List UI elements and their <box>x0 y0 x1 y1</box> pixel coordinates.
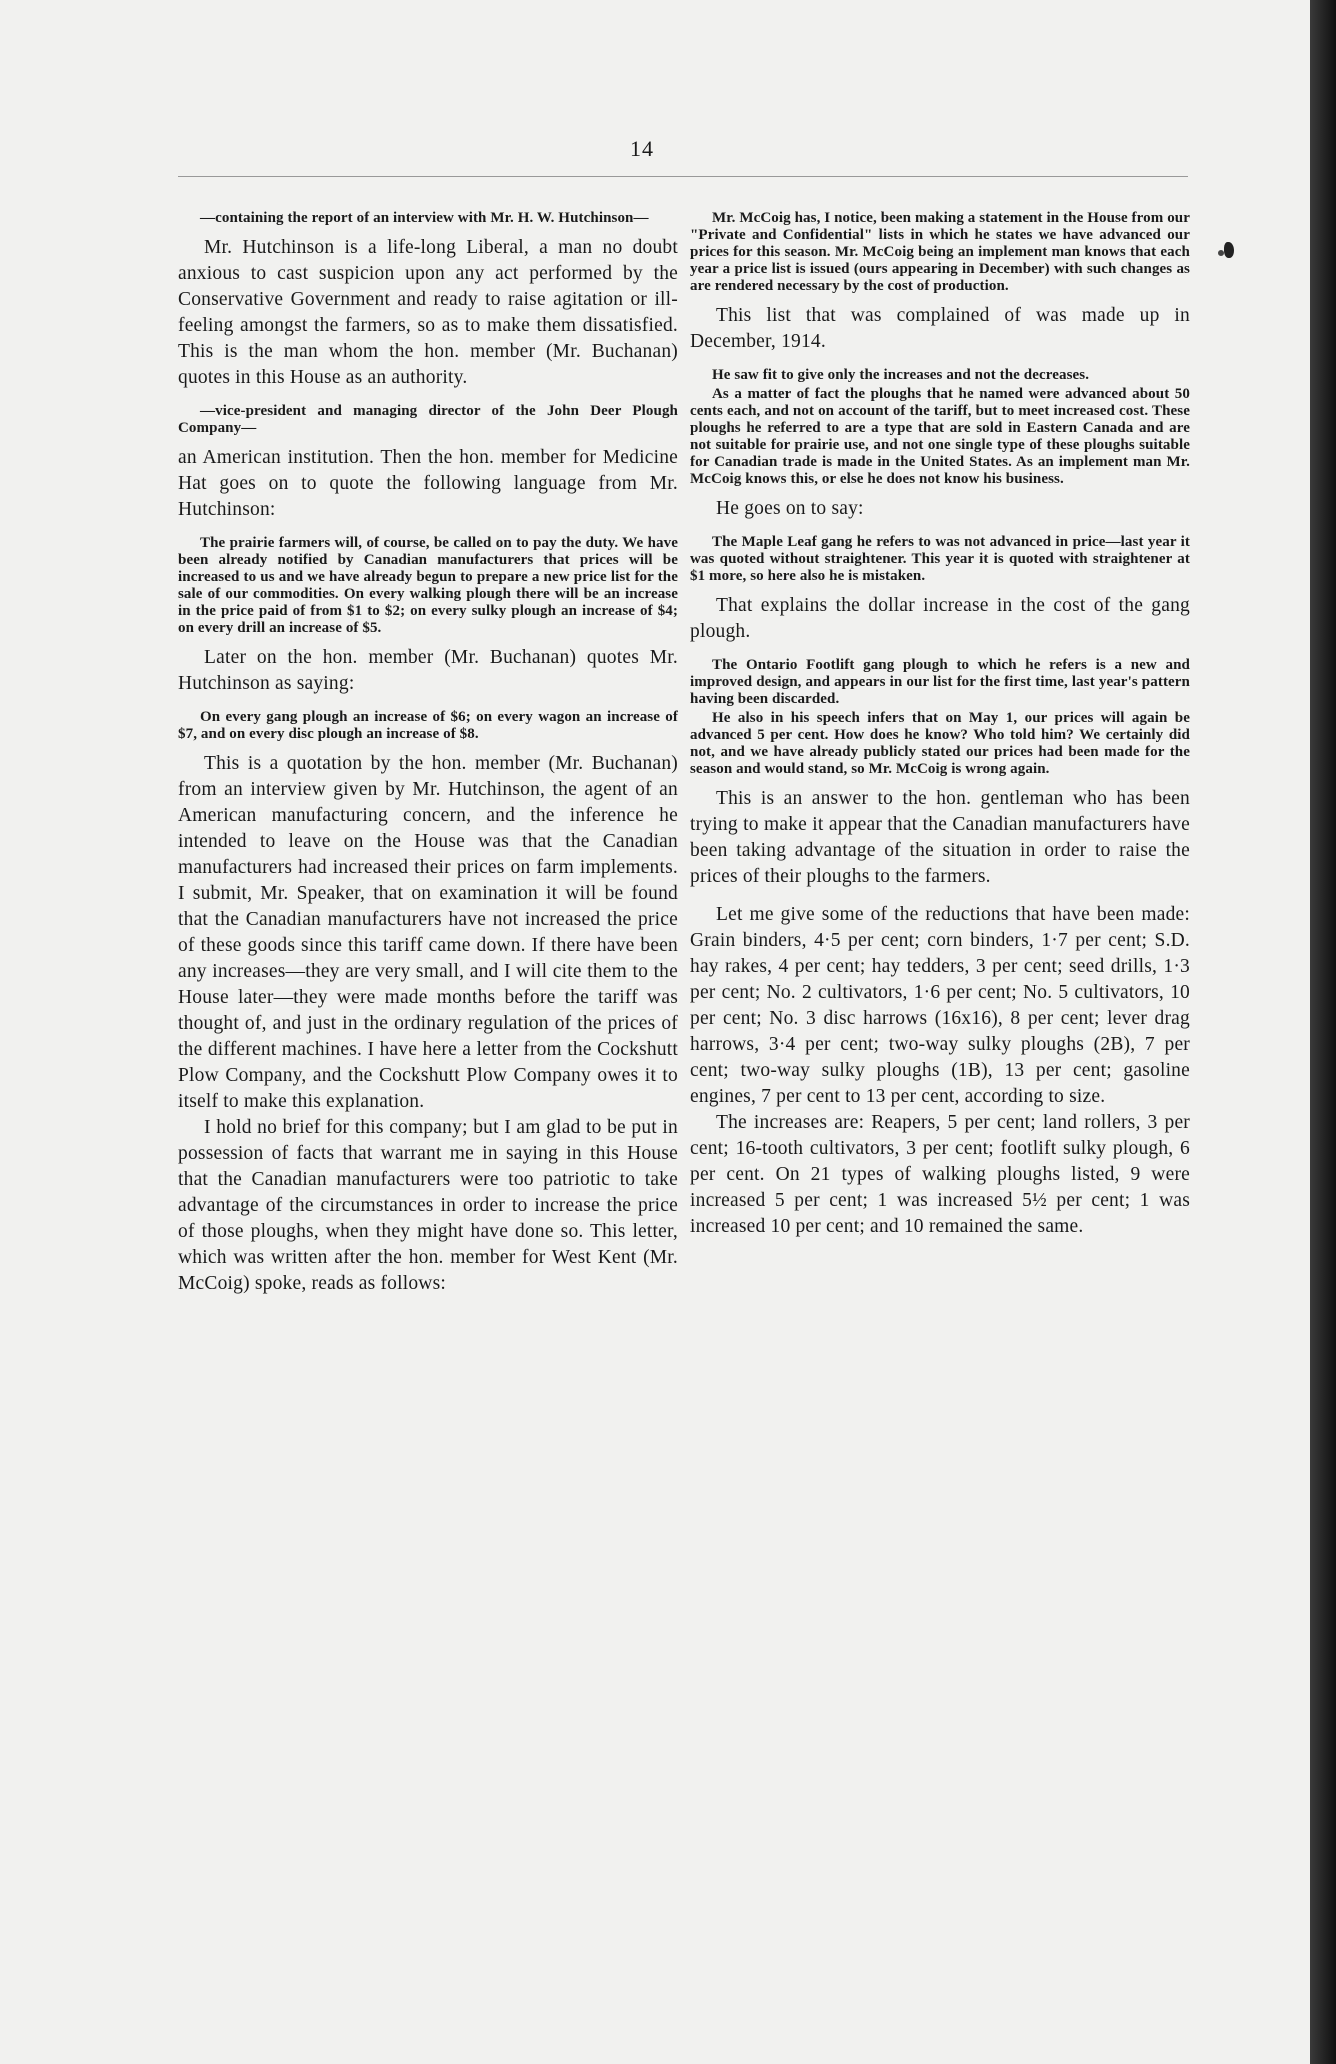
right-paragraph-11: Let me give some of the reductions that have been made: Grain binders, 4·5 per cent; corn binders, 1·7 per cent; S.D. hay rakes, 4 per cent; hay tedders, 3 per cent; seed drills, 1·3 per cent; No. 2 cultivators, 1·6 per cent; No. 5 cultivators, 10 per cent; No. 3 disc harrows (16x16), 8 per cent; lever drag harrows, 3·4 per cent; two-way sulky ploughs (2B), 7 per cent; two-way sulky ploughs (1B), 13 per cent; gasoline engines, 7 per cent to 13 per cent, according to size. <box>690 904 1190 1107</box>
right-paragraph-9: He also in his speech infers that on May 1, our prices will again be advanced 5 per cent. How does he know? Who told him? We certainly did not, and we have already publicly stated our prices had been made for the season and would stand, so Mr. McCoig is wrong again. <box>690 710 1190 777</box>
left-paragraph-5: The prairie farmers will, of course, be called on to pay the duty. We have been already notified by Canadian manufacturers that prices will be increased to us and we have already begun to prepare a new price list for the sale of our commodities. On every walking plough there will be an increase in the price paid of from $1 to $2; on every sulky plough an increase of $4; on every drill an increase of $5. <box>178 535 678 636</box>
header-rule <box>178 176 1188 177</box>
right-paragraph-1: Mr. McCoig has, I notice, been making a statement in the House from our "Private and Confidential" lists in which he states we have advanced our prices for this season. Mr. McCoig being an implement man knows that each year a price list is issued (ours appearing in December) with such changes as are rendered necessary by the cost of production. <box>690 210 1190 294</box>
right-paragraph-5: He goes on to say: <box>716 498 864 519</box>
right-paragraph-4: As a matter of fact the ploughs that he named were advanced about 50 cents each, and not on account of the tariff, but to meet increased cost. These ploughs he referred to are a type that are sold in Eastern Canada and are not suitable for prairie use, and not one single type of these ploughs suitable for Canadian trade is made in the United States. As an implement man Mr. McCoig knows this, or else he does not know his business. <box>690 386 1190 487</box>
scan-dark-edge <box>1310 0 1336 2064</box>
left-paragraph-1: —containing the report of an interview with Mr. H. W. Hutchinson— <box>200 210 649 226</box>
right-paragraph-10: This is an answer to the hon. gentleman who has been trying to make it appear that the Canadian manufacturers have been taking advantage of the situation in order to raise the prices of their ploughs to the farmers. <box>690 788 1190 887</box>
right-paragraph-8: The Ontario Footlift gang plough to which he refers is a new and improved design, and appears in our list for the first time, last year's pattern having been discarded. <box>690 657 1190 707</box>
right-paragraph-7: That explains the dollar increase in the cost of the gang plough. <box>690 595 1190 642</box>
ink-blot-mark <box>1224 242 1234 258</box>
page-number: 14 <box>630 136 654 161</box>
left-column <box>178 210 678 1309</box>
left-paragraph-9: I hold no brief for this company; but I am glad to be put in possession of facts that warrant me in saying in this House that the Canadian manufacturers were too patriotic to take advantage of the circumstances in order to increase the price of those ploughs, when they might have done so. This letter, which was written after the hon. member for West Kent (Mr. McCoig) spoke, reads as follows: <box>178 1117 678 1294</box>
right-paragraph-3: He saw fit to give only the increases and not the decreases. <box>712 367 1090 383</box>
right-paragraph-6: The Maple Leaf gang he refers to was not advanced in price—last year it was quoted without straightener. This year it is quoted with straightener at $1 more, so here also he is mistaken. <box>690 534 1190 584</box>
left-paragraph-6: Later on the hon. member (Mr. Buchanan) quotes Mr. Hutchinson as saying: <box>178 647 678 694</box>
ink-dot-mark <box>1218 250 1224 256</box>
left-paragraph-4: an American institution. Then the hon. member for Medicine Hat goes on to quote the following language from Mr. Hutchinson: <box>178 447 678 520</box>
left-paragraph-8: This is a quotation by the hon. member (Mr. Buchanan) from an interview given by Mr. Hutchinson, the agent of an American manufacturing concern, and the inference he intended to leave on the House was that the Canadian manufacturers had increased their prices on farm implements. I submit, Mr. Speaker, that on examination it will be found that the Canadian manufacturers have not increased the price of these goods since this tariff came down. If there have been any increases—they are very small, and I will cite them to the House later—they were made months before the tariff was thought of, and just in the ordinary regulation of the prices of the different machines. I have here a letter from the Cockshutt Plow Company, and the Cockshutt Plow Company owes it to itself to make this explanation. <box>178 753 678 1112</box>
left-paragraph-3: —vice-president and managing director of the John Deer Plough Company— <box>178 403 678 436</box>
right-paragraph-2: This list that was complained of was made up in December, 1914. <box>690 305 1190 352</box>
right-column <box>690 210 1190 1252</box>
left-paragraph-7: On every gang plough an increase of $6; on every wagon an increase of $7, and on every disc plough an increase of $8. <box>178 709 678 742</box>
left-paragraph-2: Mr. Hutchinson is a life-long Liberal, a man no doubt anxious to cast suspicion upon any act performed by the Conservative Government and ready to raise agitation or ill-feeling amongst the farmers, so as to make them dissatisfied. This is the man whom the hon. member (Mr. Buchanan) quotes in this House as an authority. <box>178 237 678 388</box>
right-paragraph-12: The increases are: Reapers, 5 per cent; land rollers, 3 per cent; 16-tooth cultivators, 3 per cent; footlift sulky plough, 6 per cent. On 21 types of walking ploughs listed, 9 were increased 5 per cent; 1 was increased 5½ per cent; 1 was increased 10 per cent; and 10 remained the same. <box>690 1112 1190 1237</box>
